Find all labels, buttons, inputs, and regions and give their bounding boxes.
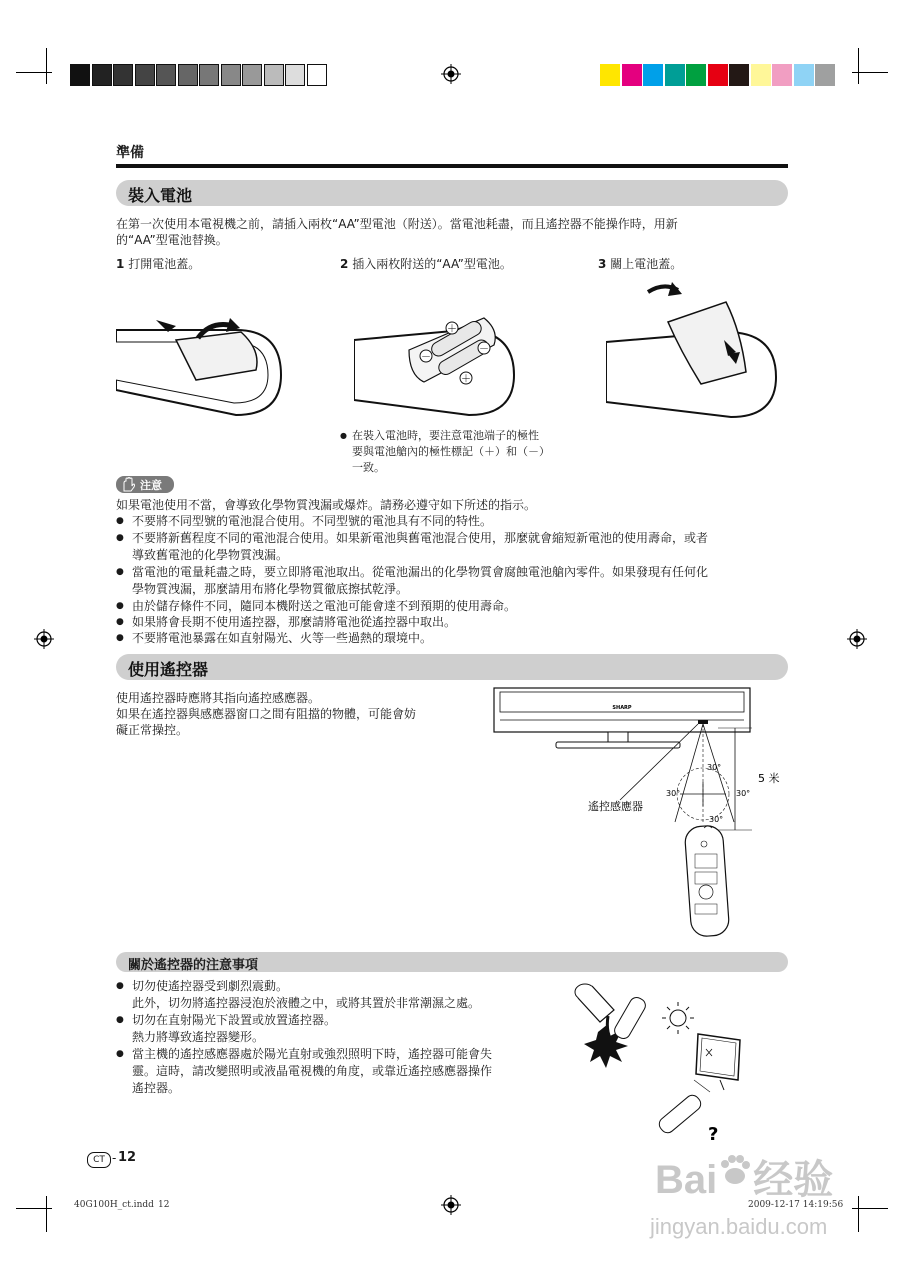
- gray-swatch: [70, 64, 90, 86]
- color-swatch: [794, 64, 814, 86]
- color-swatch: [600, 64, 620, 86]
- remote-use-title-bar: [116, 654, 788, 680]
- distance-label: 5 米: [758, 772, 780, 785]
- battery-section-title: 裝入電池: [128, 186, 193, 205]
- watermark-brand-text: Bai: [655, 1158, 718, 1202]
- color-swatch: [708, 64, 728, 86]
- gray-swatch: [285, 64, 305, 86]
- color-swatch: [815, 64, 835, 86]
- battery-intro-line2: 的“AA”型電池替換。: [116, 233, 228, 247]
- gray-swatch: [135, 64, 155, 86]
- caution-intro: 如果電池使用不當，會導致化學物質洩漏或爆炸。請務必遵守如下所述的指示。: [116, 498, 537, 512]
- tv-brand-label: SHARP: [612, 705, 632, 711]
- color-swatch: [751, 64, 771, 86]
- gray-swatch: [264, 64, 284, 86]
- battery-section-title-bar: [116, 180, 788, 206]
- step-text: 插入兩枚附送的“AA”型電池。: [352, 257, 512, 271]
- caution-item-line1: ● 不要將新舊程度不同的電池混合使用。如果新電池與舊電池混合使用，那麼就會縮短新電池的使用壽命，或者: [132, 531, 709, 545]
- caution-item: [116, 630, 796, 647]
- step-number: 3: [598, 257, 607, 271]
- step-text: 關上電池蓋。: [610, 257, 683, 271]
- sensor-label: 遙控感應器: [588, 800, 643, 813]
- caution-item-line2: 學物質洩漏，那麼請用布將化學物質徹底擦拭乾淨。: [132, 582, 409, 596]
- gray-swatch: [92, 64, 112, 86]
- header-rule: [116, 164, 788, 168]
- caution-item-line1: ● 如果將會長期不使用遙控器，那麼請將電池從遙控器中取出。: [132, 615, 457, 629]
- caution-item-line1: ● 當電池的電量耗盡之時，要立即將電池取出。從電池漏出的化學物質會腐蝕電池艙內零件。如果發現有任何化: [132, 565, 709, 579]
- caution-item-line1: ● 不要將電池暴露在如直射陽光、火等一些過熱的環境中。: [132, 631, 433, 645]
- open-battery-cover-illustration: [116, 290, 284, 420]
- polarity-note-line3: 一致。: [352, 461, 385, 474]
- caution-item-line2: 導致舊電池的化學物質洩漏。: [132, 548, 289, 562]
- gray-swatch: [199, 64, 219, 86]
- language-badge: CT: [87, 1152, 111, 1168]
- step-number: 2: [340, 257, 349, 271]
- registration-mark-icon: [847, 629, 867, 649]
- battery-intro-line1: 在第一次使用本電視機之前，請插入兩枚“AA”型電池（附送）。當電池耗盡，而且遙控器不能操作時，用新: [116, 217, 678, 231]
- remote-care-item-line2: 此外，切勿將遙控器浸泡於液體之中，或將其置於非常潮濕之處。: [132, 996, 481, 1010]
- color-swatch: [686, 64, 706, 86]
- remote-use-line3: 礙正常操控。: [116, 723, 189, 737]
- remote-use-title: 使用遙控器: [128, 660, 209, 679]
- page-number: 12: [118, 1150, 137, 1165]
- remote-care-item-line2: 熱力將導致遙控器變形。: [132, 1030, 265, 1044]
- caution-label: 注意: [140, 479, 162, 492]
- remote-care-item-line1: ● 切勿在直射陽光下設置或放置遙控器。: [132, 1013, 337, 1027]
- remote-care-item-line2: 靈。這時，請改變照明或液晶電視機的角度，或靠近遙控感應器操作: [132, 1064, 493, 1078]
- gray-swatch: [221, 64, 241, 86]
- angle-label-top: 30°: [707, 763, 722, 772]
- angle-label-right: 30°: [736, 789, 751, 798]
- color-swatch: [665, 64, 685, 86]
- timestamp: 2009-12-17 14:19:56: [748, 1200, 844, 1210]
- polarity-note-line2: 要與電池艙內的極性標記（＋）和（－）: [352, 445, 550, 458]
- minus-symbol: －: [421, 352, 431, 363]
- caution-item: [116, 564, 796, 598]
- gray-swatch: [156, 64, 176, 86]
- remote-use-line2: 如果在遙控器與感應器窗口之間有阻擋的物體，可能會妨: [116, 707, 417, 721]
- caution-item: [116, 513, 796, 530]
- close-battery-cover-illustration: [606, 272, 784, 420]
- caution-item: [116, 598, 796, 615]
- section-header: 準備: [116, 145, 144, 161]
- registration-mark-icon: [441, 1195, 461, 1215]
- caution-hand-icon: [121, 477, 137, 492]
- step-2: [340, 256, 512, 272]
- angle-label-left: 30°: [666, 789, 681, 798]
- plus-symbol: ＋: [447, 324, 457, 335]
- step-text: 打開電池蓋。: [128, 257, 201, 271]
- angle-label-bottom: 30°: [709, 815, 724, 824]
- liquid-and-sunlight-warning-illustration: [570, 974, 760, 1144]
- gray-swatch: [242, 64, 262, 86]
- page-number-dash: -: [112, 1151, 117, 1165]
- remote-care-item: [116, 1046, 556, 1097]
- polarity-note: [340, 428, 580, 476]
- gray-swatch: [178, 64, 198, 86]
- remote-care-title-bar: [116, 952, 788, 972]
- color-swatch: [622, 64, 642, 86]
- color-swatch: [643, 64, 663, 86]
- registration-mark-icon: [441, 64, 461, 84]
- color-swatch: [729, 64, 749, 86]
- insert-batteries-illustration: [354, 290, 522, 420]
- remote-care-title: 關於遙控器的注意事項: [128, 958, 259, 973]
- file-page: 12: [158, 1200, 170, 1210]
- plus-symbol: ＋: [461, 374, 471, 385]
- minus-symbol: －: [479, 344, 489, 355]
- remote-care-item-line1: ● 當主機的遙控感應器處於陽光直射或強烈照明下時，遙控器可能會失: [132, 1047, 493, 1061]
- remote-care-item-line3: 遙控器。: [132, 1081, 181, 1095]
- file-name: 40G100H_ct.indd: [74, 1200, 154, 1210]
- watermark-brand-suffix: 经验: [753, 1158, 834, 1202]
- caution-badge: [116, 476, 174, 493]
- remote-range-diagram: [490, 684, 790, 940]
- polarity-note-line1: 在裝入電池時，要注意電池端子的極性: [352, 429, 539, 442]
- gray-swatch: [307, 64, 327, 86]
- gray-swatch: [113, 64, 133, 86]
- remote-care-item-line1: ● 切勿使遙控器受到劇烈震動。: [132, 979, 289, 993]
- remote-care-item: [116, 978, 556, 1012]
- step-1: [116, 256, 200, 272]
- question-mark: ?: [708, 1124, 719, 1144]
- step-number: 1: [116, 257, 125, 271]
- remote-use-line1: 使用遙控器時應將其指向遙控感應器。: [116, 691, 321, 705]
- remote-care-item: [116, 1012, 556, 1046]
- caution-item: [116, 530, 796, 564]
- bullet-icon: ●: [340, 431, 347, 440]
- watermark-url: jingyan.baidu.com: [650, 1214, 828, 1239]
- paw-logo-icon: [718, 1154, 752, 1188]
- color-swatch: [772, 64, 792, 86]
- caution-item-line1: ● 不要將不同型號的電池混合使用。不同型號的電池具有不同的特性。: [132, 514, 493, 528]
- step-3: [598, 256, 682, 272]
- caution-item-line1: ● 由於儲存條件不同，隨同本機附送之電池可能會達不到預期的使用壽命。: [132, 599, 517, 613]
- registration-mark-icon: [34, 629, 54, 649]
- caution-item: [116, 614, 796, 631]
